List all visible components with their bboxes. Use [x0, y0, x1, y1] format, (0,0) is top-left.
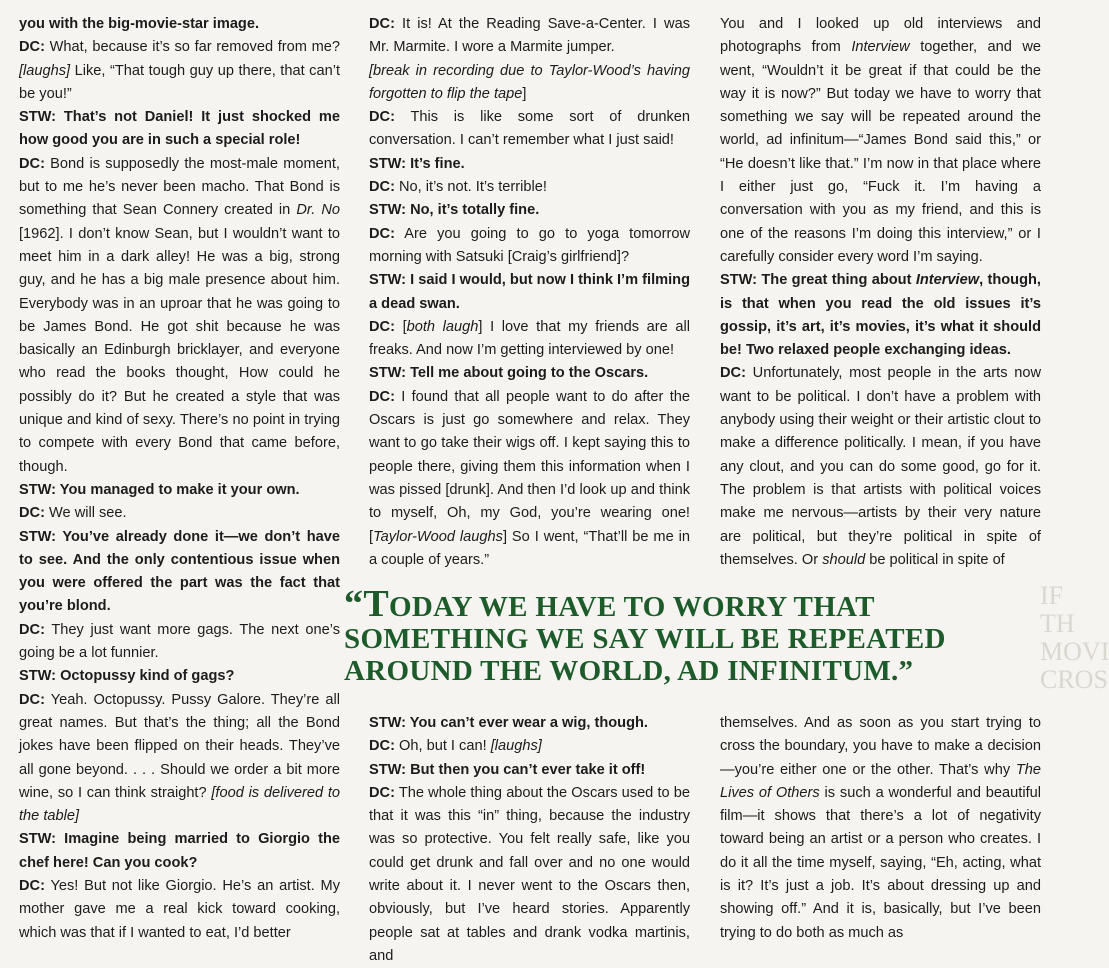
column-2-lower — [369, 712, 690, 968]
text-run: be political in spite of — [865, 551, 1005, 568]
text-run: themselves. And as soon as you start trying to cross the boundary, you have to make a decision—you’re either one or the other. That’s why — [720, 715, 1041, 778]
paragraph — [369, 782, 690, 968]
paragraph — [19, 875, 340, 945]
pull-quote — [344, 583, 1044, 687]
text-run: Like, “That tough guy up there, that can’t be you!” — [19, 62, 340, 102]
text-run: you with the big-movie-star image. — [19, 16, 260, 32]
text-run: STW: Imagine being married to Giorgio the chef here! Can you cook? — [19, 831, 340, 871]
text-run: [ — [394, 318, 407, 335]
text-run: [laughs] — [19, 62, 71, 79]
paragraph — [19, 13, 340, 36]
text-run: The Lives of Others — [720, 761, 1041, 801]
text-run: I found that all people want to do after the Oscars is just go somewhere and relax. They want to go take their wigs off. I kept saying this to people there, giving them this information when I was pissed [drunk]. And then I’d look up and think to myself, Oh, my God, you’re wearing one! [ — [369, 388, 690, 545]
paragraph — [19, 502, 340, 525]
paragraph — [369, 223, 690, 270]
text-run: STW: Octopussy kind of gags? — [19, 668, 235, 685]
paragraph — [19, 689, 340, 829]
text-run: DC: — [369, 16, 395, 32]
text-run: [1962]. I don’t know Sean, but I wouldn’t want to meet him in a dark alley! He was a big, strong guy, and he has a big male presence about him. Everybody was in an uproar that he was going to be James Bond. He got shit because he was basically an Edinburgh bricklayer, and everyone who read the books thought, How could he possibly do it? But he created a style that was unique and kind of sexy. There’s no point in trying to compete with every Bond that came before, though. — [19, 225, 340, 475]
paragraph — [720, 269, 1041, 362]
paragraph — [369, 176, 690, 199]
paragraph — [369, 316, 690, 363]
paragraph — [369, 60, 690, 107]
text-run: STW: The great thing about — [720, 272, 916, 289]
text-run: STW: But then you can’t ever take it off! — [369, 761, 646, 778]
paragraph — [19, 665, 340, 688]
text-run: STW: That’s not Daniel! It just shocked me how good you are in such a special role! — [19, 109, 340, 149]
pull-quote-line-3: AROUND THE WORLD, AD INFINITUM.” — [344, 655, 914, 687]
paragraph — [369, 712, 690, 735]
text-run: Interview — [851, 39, 910, 56]
text-run: DC: — [19, 621, 45, 638]
text-run: It is! At the Reading Save-a-Center. I was Mr. Marmite. I wore a Marmite jumper. — [369, 16, 690, 56]
text-run: should — [822, 551, 866, 568]
text-run: Taylor-Wood laughs — [373, 528, 503, 545]
text-run: STW: It’s fine. — [369, 155, 465, 172]
text-run: Unfortunately, most people in the arts now want to be political. I don’t have a problem with anybody using their weight or their artistic clout to make a difference politically. I mean, if you have any clout, and you can do some good, go for it. The problem is that artists with political voices make me nervous—artists by their very nature are political, but they’re political in spite of themselves. Or — [720, 365, 1041, 568]
text-run: DC: — [19, 877, 45, 894]
text-run: What, because it’s so far removed from me? — [44, 39, 340, 56]
paragraph — [369, 759, 690, 782]
pull-quote-line-1: “TODAY WE HAVE TO WORRY THAT — [344, 583, 875, 625]
text-run: STW: Tell me about going to the Oscars. — [369, 365, 649, 382]
text-run: They just want more gags. The next one’s going be a lot funnier. — [19, 621, 340, 662]
paragraph — [19, 106, 340, 153]
text-run: [break in recording due to Taylor-Wood’s having forgotten to flip the tape — [369, 62, 690, 102]
text-run: together, and we went, “Wouldn’t it be great if that could be the way it is now?” But today we have to worry that something we say will be repeated around the world, ad infinitum—“James Bond said this,” or “He doesn’t like that.” I’m now in that place where I either just go, “Fuck it. I’m having a conversation with you as my friend, and this is one of the reasons I’m doing this interview,” or I carefully consider every word I’m saying. — [720, 39, 1041, 265]
text-run: DC: — [369, 109, 395, 126]
paragraph — [19, 36, 340, 106]
text-run: DC: — [19, 155, 45, 172]
column-3-lower — [720, 712, 1041, 945]
text-run: is such a wonderful and beautiful film—it shows that there’s a lot of negativity toward being an artist or a person who creates. I do it all the time myself, saying, “Eh, acting, what is it? It’s just a job. It’s about dressing up and showing off.” And it is, basically, but I’ve been trying to do both as much as — [720, 784, 1041, 941]
paragraph — [720, 362, 1041, 572]
text-run: ] I love that my friends are all freaks. And now I’m getting interviewed by one! — [369, 318, 690, 359]
paragraph — [369, 362, 690, 385]
text-run: This is like some sort of drunken conversation. I can’t remember what I just said! — [369, 109, 690, 149]
text-run: STW: You can’t ever wear a wig, though. — [369, 715, 648, 731]
text-run: ] So I went, “That’ll be me in a couple of years.” — [369, 528, 690, 568]
paragraph — [369, 153, 690, 176]
text-run: [laughs] — [490, 738, 542, 755]
text-run: STW: No, it’s totally fine. — [369, 202, 540, 219]
text-run: STW: You managed to make it your own. — [19, 481, 300, 498]
paragraph — [369, 13, 690, 60]
text-run: Are you going to go to yoga tomorrow morning with Satsuki [Craig’s girlfriend]? — [369, 225, 690, 265]
paragraph — [19, 153, 340, 479]
text-run: No, it’s not. It’s terrible! — [394, 179, 547, 196]
paragraph — [19, 479, 340, 502]
paragraph — [720, 13, 1041, 269]
text-run: STW: I said I would, but now I think I’m filming a dead swan. — [369, 272, 690, 312]
paragraph — [369, 386, 690, 572]
bleed-through-text: IF TH MOVI CROS — [1040, 581, 1109, 694]
text-run: We will see. — [44, 505, 127, 522]
text-run: Interview — [915, 272, 980, 289]
text-run: DC: — [369, 225, 395, 242]
paragraph — [19, 619, 340, 666]
paragraph — [369, 269, 690, 316]
text-run: DC: — [720, 365, 746, 382]
text-run: DC: — [19, 691, 45, 708]
text-run: DC: — [19, 39, 45, 56]
text-run: STW: You’ve already done it—we don’t have to see. And the only contentious issue when you were offered the part was the fact that you’re blond. — [19, 528, 340, 615]
text-run: Yeah. Octopussy. Pussy Galore. They’re all great names. But that’s the thing; all the Bond jokes have been flipped on their heads. They’ve all gone beyond. . . . Should we order a bit more wine, so I can think straight? — [19, 691, 340, 801]
text-run: DC: — [369, 179, 395, 196]
column-1 — [19, 13, 340, 945]
text-run: Oh, but I can! — [394, 738, 491, 755]
paragraph — [19, 828, 340, 875]
paragraph — [720, 712, 1041, 945]
paragraph — [369, 106, 690, 153]
paragraph — [369, 199, 690, 222]
text-run: DC: — [369, 738, 395, 755]
text-run: [food is delivered to the table] — [19, 784, 340, 825]
text-run: DC: — [19, 505, 45, 522]
text-run: Dr. No — [296, 202, 340, 219]
text-run: DC: — [369, 784, 395, 801]
text-run: , though, is that when you read the old issues it’s gossip, it’s art, it’s movies, it’s what it should be! Two relaxed people exchanging ideas. — [720, 272, 1041, 359]
text-run: DC: — [369, 388, 395, 405]
text-run: ] — [522, 85, 527, 102]
text-run: Bond is supposedly the most-male moment, but to me he’s never been macho. That Bond is something that Sean Connery created in — [19, 155, 340, 219]
text-run: The whole thing about the Oscars used to be that it was this “in” thing, because the industry was so protective. You felt really safe, like you could get drunk and fall over and no one would write about it. I never went to the Oscars then, obviously, but I’ve heard stories. Apparently people sat at tables and drank vodka martinis, and — [369, 784, 690, 964]
column-3 — [720, 13, 1041, 572]
text-run: both laugh — [406, 318, 479, 335]
text-run: You and I looked up old interviews and photographs from — [720, 16, 1041, 56]
paragraph — [369, 735, 690, 758]
text-run: DC: — [369, 318, 395, 335]
text-run: Yes! But not like Giorgio. He’s an artist. My mother gave me a real kick toward cooking, which was that if I wanted to eat, I’d better — [19, 877, 340, 941]
paragraph — [19, 526, 340, 619]
column-2 — [369, 13, 690, 572]
pull-quote-line-2: SOMETHING WE SAY WILL BE REPEATED — [344, 623, 946, 655]
